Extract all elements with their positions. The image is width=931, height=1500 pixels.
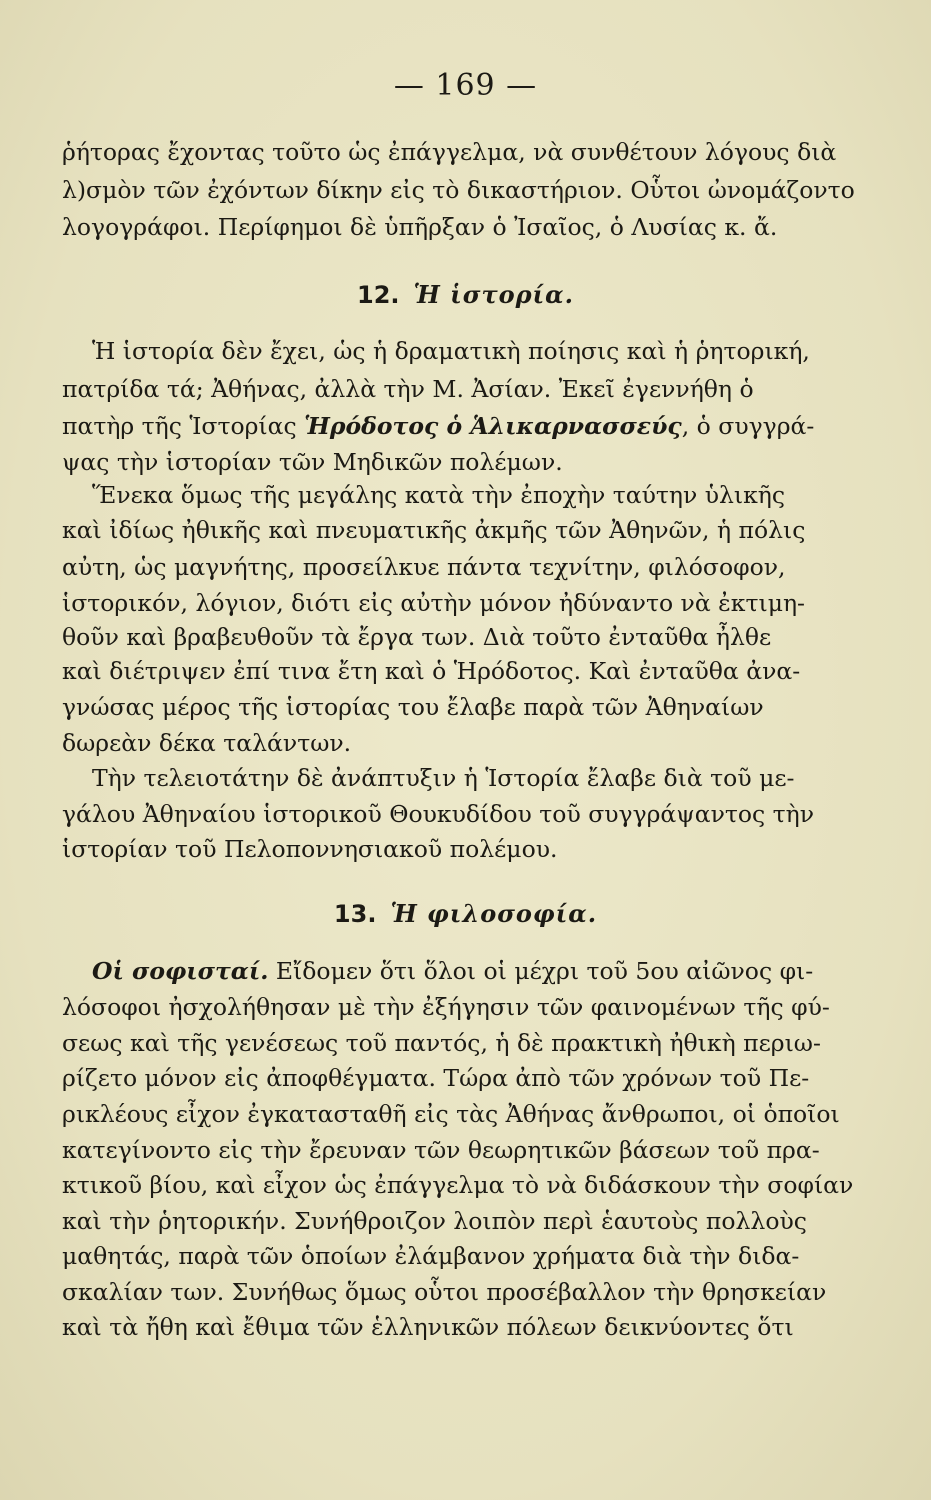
text-line: γνώσας μέρος τῆς ἱστορίας του ἔλαβε παρὰ τῶν Ἀθηναίων (62, 693, 764, 721)
text-line: ρίζετο μόνον εἰς ἀποφθέγματα. Τώρα ἀπὸ τῶν χρόνων τοῦ Πε- (62, 1064, 810, 1092)
section-number: 13. (333, 900, 377, 928)
text-span: πατὴρ τῆς Ἱστορίας (62, 412, 305, 440)
text-line: ρικλέους εἶχον ἐγκατασταθῆ εἰς τὰς Ἀθήνας ἄνθρωποι, οἱ ὁποῖοι (62, 1100, 840, 1128)
text-line: ἱστορίαν τοῦ Πελοποννησιακοῦ πολέμου. (62, 835, 558, 863)
emphasized-term: Οἱ σοφισταί. (92, 957, 269, 985)
text-line: λογογράφοι. Περίφημοι δὲ ὑπῆρξαν ὁ Ἰσαῖος, ὁ Λυσίας κ. ἄ. (62, 213, 778, 241)
section-heading-12 (0, 280, 931, 310)
text-line: πατρίδα τά; Ἀθήνας, ἀλλὰ τὴν Μ. Ἀσίαν. Ἐκεῖ ἐγεννήθη ὁ (62, 375, 754, 403)
section-title: Ἡ ἱστορία. (413, 280, 574, 309)
emphasized-name: Ἡρόδοτος ὁ Ἁλικαρνασσεύς (304, 412, 682, 440)
section-number: 12. (357, 281, 400, 309)
text-line: Ἕνεκα ὅμως τῆς μεγάλης κατὰ τὴν ἐποχὴν ταύτην ὑλικῆς (92, 481, 786, 509)
text-line: Τὴν τελειοτάτην δὲ ἀνάπτυξιν ἡ Ἱστορία ἔλαβε διὰ τοῦ με- (92, 764, 795, 792)
text-line: γάλου Ἀθηναίου ἱστορικοῦ Θουκυδίδου τοῦ συγγράψαντος τὴν (62, 800, 815, 828)
text-line (92, 956, 814, 986)
text-span: , ὁ συγγρά- (681, 412, 815, 440)
text-line: καὶ διέτριψεν ἐπί τινα ἔτη καὶ ὁ Ἡρόδοτος. Καὶ ἐνταῦθα ἀνα- (62, 657, 801, 685)
text-line: σκαλίαν των. Συνήθως ὅμως οὗτοι προσέβαλλον τὴν θρησκείαν (62, 1278, 827, 1306)
text-line: θοῦν καὶ βραβευθοῦν τὰ ἔργα των. Διὰ τοῦτο ἐνταῦθα ἦλθε (62, 623, 772, 651)
text-line: κτικοῦ βίου, καὶ εἶχον ὡς ἐπάγγελμα τὸ νὰ διδάσκουν τὴν σοφίαν (62, 1171, 854, 1199)
page-number: — 169 — (393, 68, 538, 103)
text-line: ψας τὴν ἱστορίαν τῶν Μηδικῶν πολέμων. (62, 448, 563, 476)
text-line: λ)σμὸν τῶν ἐχόντων δίκην εἰς τὸ δικαστήριον. Οὗτοι ὠνομάζοντο (62, 176, 855, 204)
text-line: κατεγίνοντο εἰς τὴν ἔρευναν τῶν θεωρητικῶν βάσεων τοῦ πρα- (62, 1136, 820, 1164)
section-heading-13 (0, 899, 931, 929)
text-line: αὐτη, ὡς μαγνήτης, προσείλκυε πάντα τεχνίτην, φιλόσοφον, (62, 553, 786, 581)
text-line: καὶ τὴν ῥητορικήν. Συνήθροιζον λοιπὸν περὶ ἑαυτοὺς πολλοὺς (62, 1207, 807, 1235)
text-line: Ἡ ἱστορία δὲν ἔχει, ὡς ἡ δραματικὴ ποίησις καὶ ἡ ῥητορική, (92, 337, 810, 365)
text-line: καὶ ἰδίως ἠθικῆς καὶ πνευματικῆς ἀκμῆς τῶν Ἀθηνῶν, ἡ πόλις (62, 516, 806, 544)
text-line (62, 411, 815, 441)
text-span: Εἴδομεν ὅτι ὅλοι οἱ μέχρι τοῦ 5ου αἰῶνος φι- (268, 957, 814, 985)
text-line: ἱστορικόν, λόγιον, διότι εἰς αὐτὴν μόνον ἠδύναντο νὰ ἐκτιμη- (62, 589, 805, 617)
text-line: καὶ τὰ ἤθη καὶ ἔθιμα τῶν ἑλληνικῶν πόλεων δεικνύοντες ὅτι (62, 1313, 794, 1341)
text-line: λόσοφοι ἠσχολήθησαν μὲ τὴν ἐξήγησιν τῶν φαινομένων τῆς φύ- (62, 993, 830, 1021)
text-line: δωρεὰν δέκα ταλάντων. (62, 729, 352, 757)
text-line: ῥήτορας ἔχοντας τοῦτο ὡς ἐπάγγελμα, νὰ συνθέτουν λόγους διὰ (62, 138, 837, 166)
text-line: σεως καὶ τῆς γενέσεως τοῦ παντός, ἡ δὲ πρακτικὴ ἠθικὴ περιω- (62, 1029, 821, 1057)
text-line: μαθητάς, παρὰ τῶν ὁποίων ἐλάμβανον χρήματα διὰ τὴν διδα- (62, 1242, 800, 1270)
section-title: Ἡ φιλοσοφία. (390, 899, 598, 928)
